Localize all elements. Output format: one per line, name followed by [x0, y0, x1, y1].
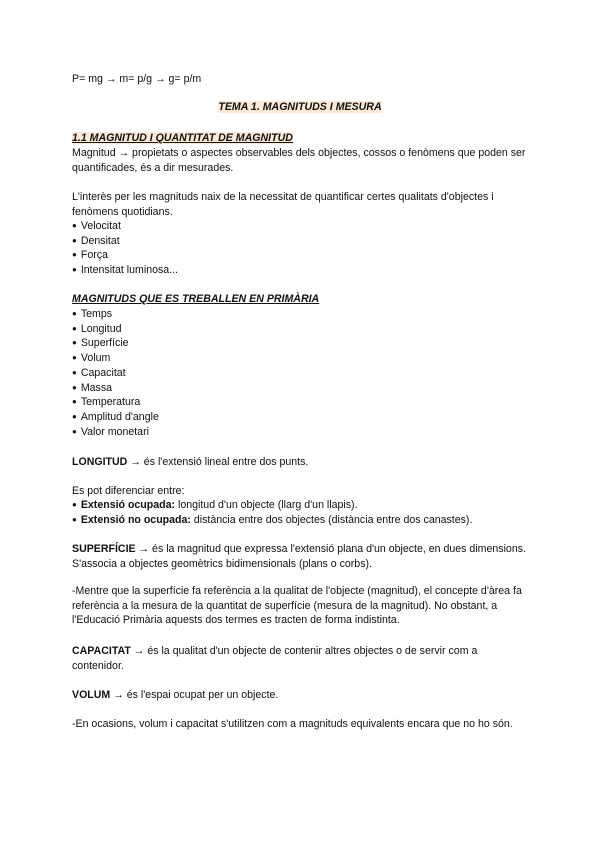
longitud-intro: Es pot diferenciar entre: — [72, 485, 185, 497]
superficie-note: -Mentre que la superfície fa referència a la qualitat de l'objecte (magnitud), el concepte d'àrea fa referència a la mesura de la quantitat de superfície (mesura de la magnitud). No obstant, a l'Educació Primària aquests dos termes es tracten de forma indistinta. — [72, 585, 522, 627]
list-item: ● Amplitud d'angle — [72, 410, 528, 425]
section1-paragraph-2: L'interès per les magnituds naix de la necessitat de quantificar certes qualitats d'objectes i fenòmens quotidians. — [72, 191, 494, 218]
list-item: ● Extensió no ocupada: distància entre dos objectes (distància entre dos canastes). — [72, 513, 528, 528]
list-item: ● Força — [72, 248, 528, 263]
longitud-definition: LONGITUD → és l'extensió lineal entre dos punts. — [72, 456, 309, 468]
list-item: ● Intensitat luminosa... — [72, 263, 528, 278]
list-item: ● Densitat — [72, 234, 528, 249]
section1-list — [72, 219, 528, 278]
capacitat-definition: CAPACITAT → és la qualitat d'un objecte de contenir altres objectes o de servir com a contenidor. — [72, 645, 478, 672]
list-item: ● Temps — [72, 307, 528, 322]
longitud-list — [72, 498, 528, 527]
superficie-definition: SUPERFÍCIE → és la magnitud que expressa l'extensió plana d'un objecte, en dues dimensions. S'associa a objectes geomètrics bidimensionals (plans o corbs). — [72, 543, 526, 570]
list-item: ● Capacitat — [72, 366, 528, 381]
page-title: TEMA 1. MAGNITUDS I MESURA — [218, 101, 382, 113]
section1-heading: 1.1 MAGNITUD I QUANTITAT DE MAGNITUD — [72, 132, 293, 144]
volum-definition: VOLUM → és l'espai ocupat per un objecte. — [72, 689, 279, 701]
volum-note: -En ocasions, volum i capacitat s'utilitzen com a magnituds equivalents encara que no ho són. — [72, 718, 513, 730]
section1-paragraph-1: Magnitud → propietats o aspectes observables dels objectes, cossos o fenòmens que poden ser quantificades, és a dir mesurades. — [72, 147, 526, 174]
list-item: ● Volum — [72, 351, 528, 366]
list-item: ● Velocitat — [72, 219, 528, 234]
list-item: ● Massa — [72, 381, 528, 396]
section2-heading: MAGNITUDS QUE ES TREBALLEN EN PRIMÀRIA — [72, 293, 320, 305]
list-item: ● Longitud — [72, 322, 528, 337]
list-item: ● Superfície — [72, 336, 528, 351]
list-item: ● Valor monetari — [72, 425, 528, 440]
formula-line: P= mg → m= p/g → g= p/m — [72, 73, 202, 85]
list-item: ● Extensió ocupada: longitud d'un objecte (llarg d'un llapis). — [72, 498, 528, 513]
section2-list — [72, 307, 528, 439]
list-item: ● Temperatura — [72, 395, 528, 410]
